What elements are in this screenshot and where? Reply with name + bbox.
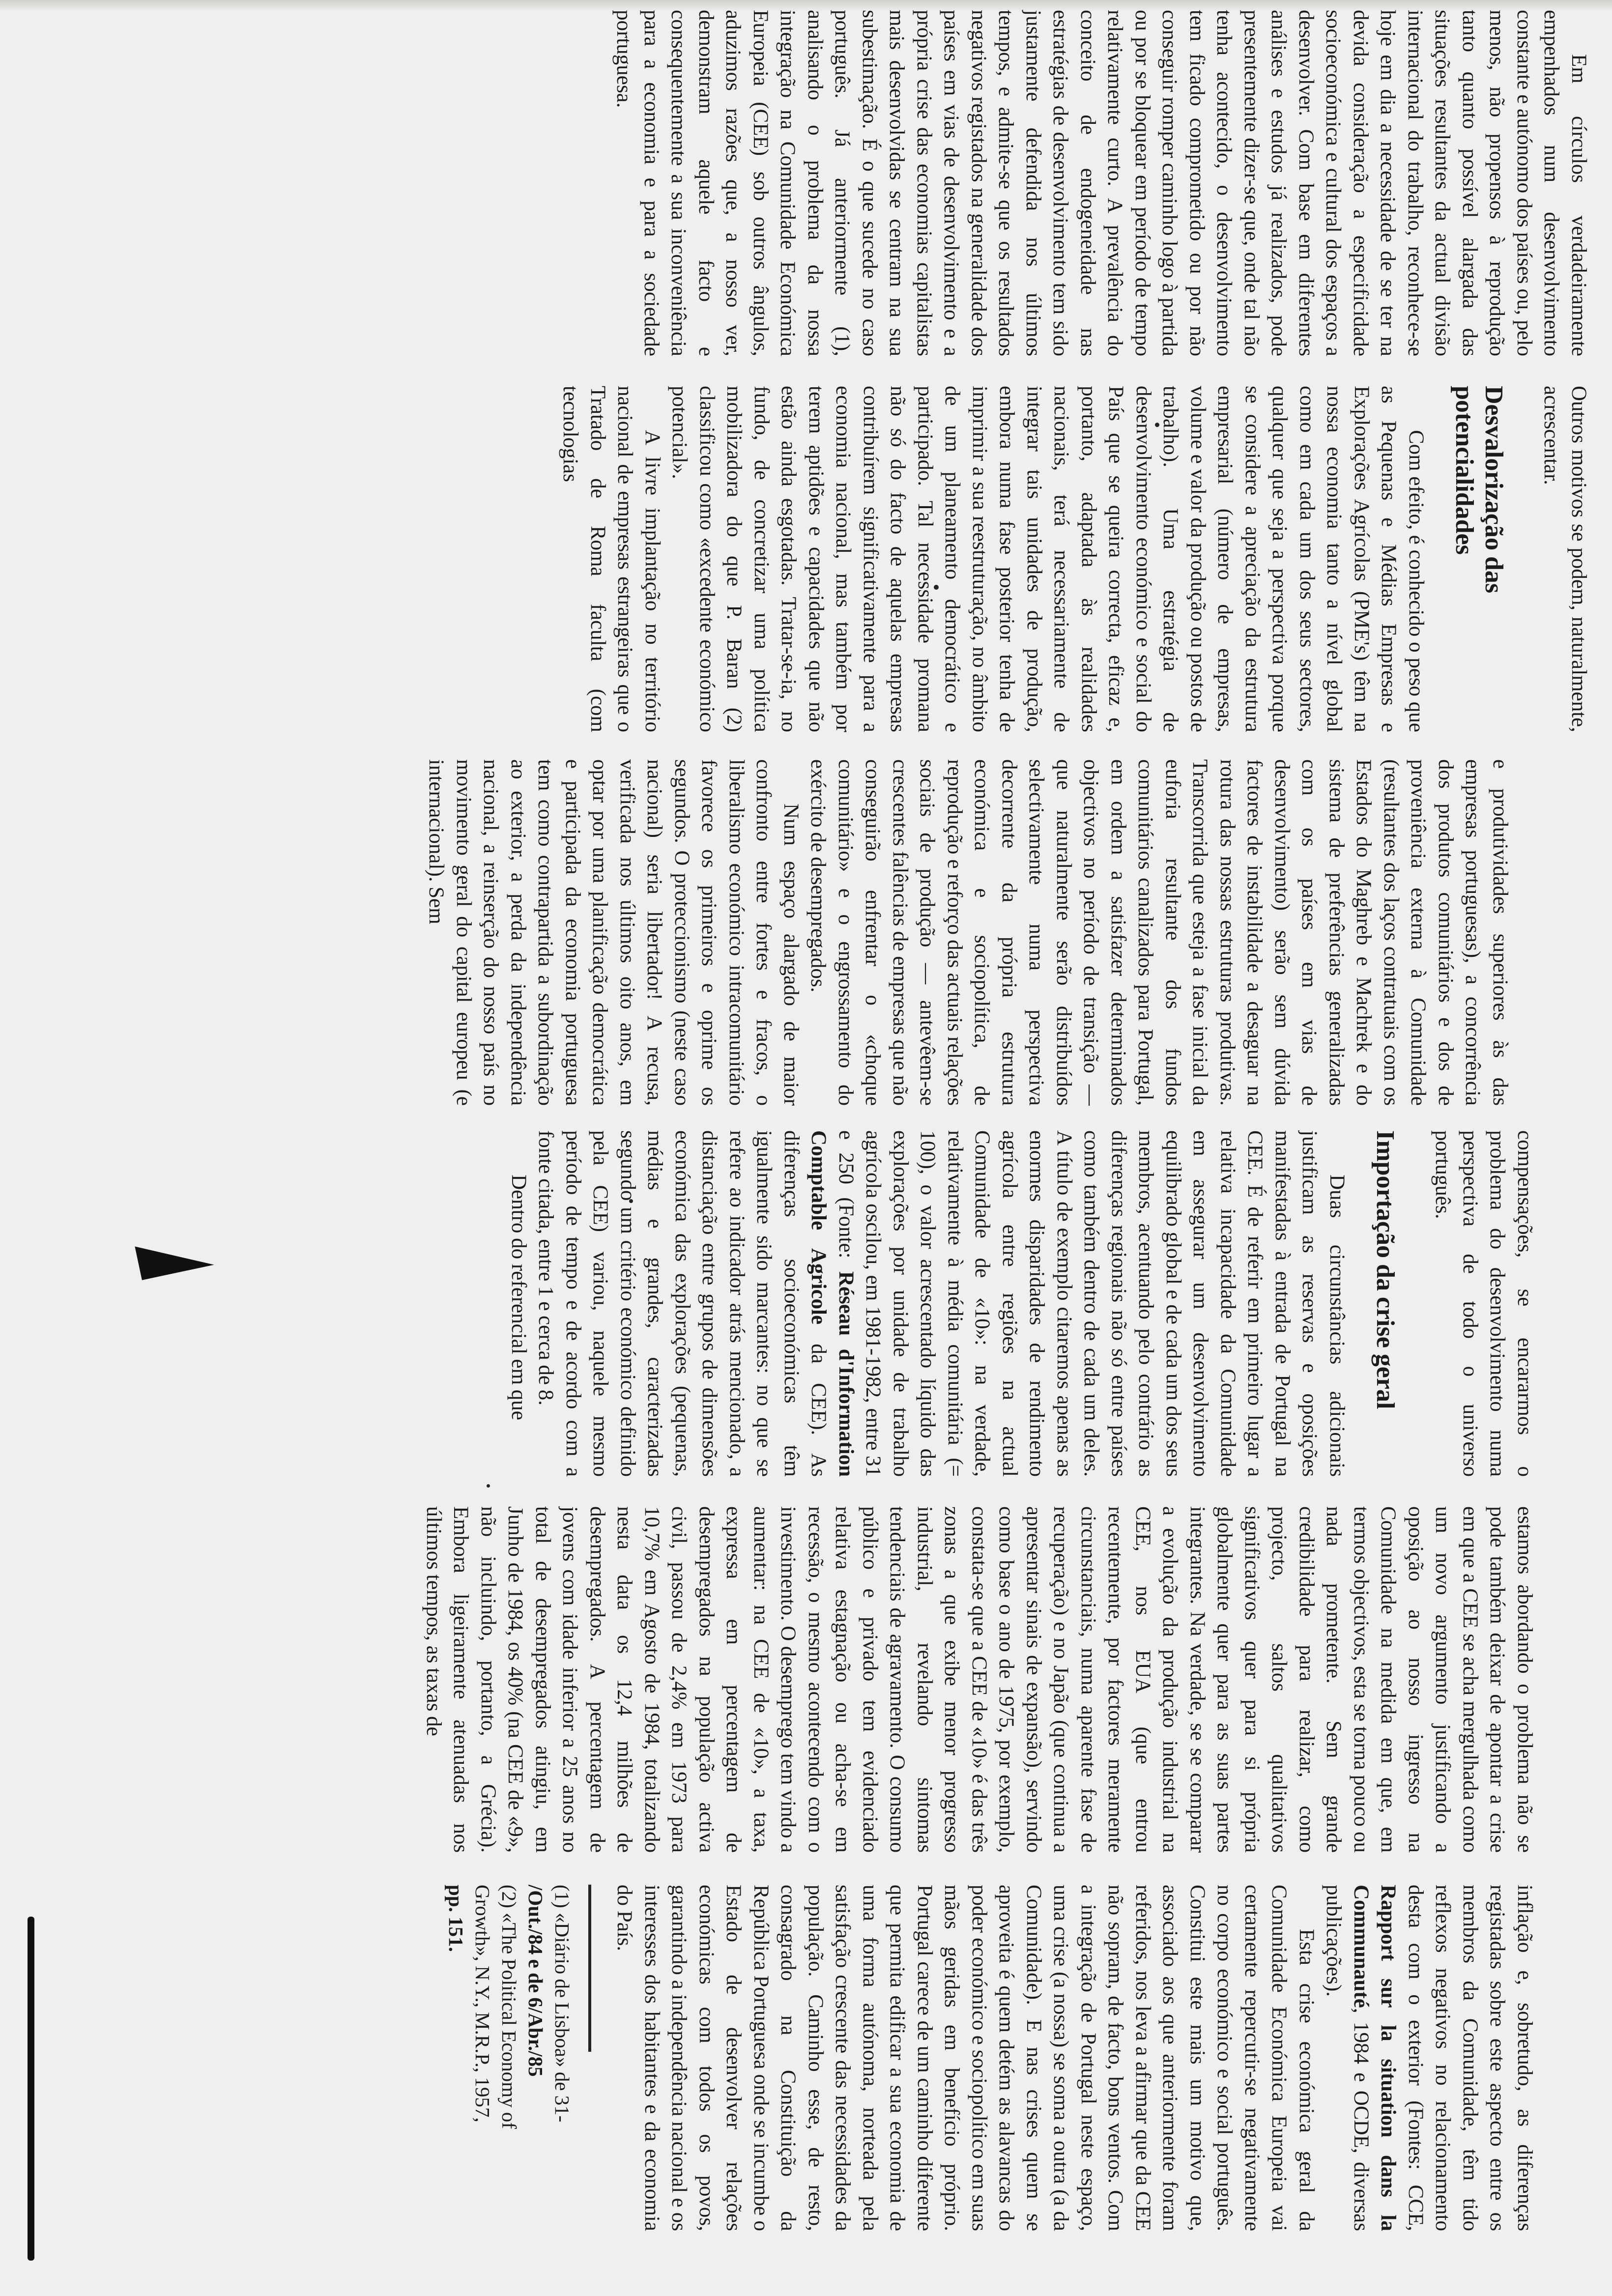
- column-3: [0, 759, 1612, 1106]
- paragraph: inflação e, sobretudo, as diferenças registadas sobre este aspecto entre os membros da Comunidade, têm tido reflexos negativos no relacionamento desta com o exterior (Fontes: CCE, Rapport sur la situation dans la Communauté, 1984 e OCDE, diversas publicações).: [1322, 1885, 1536, 2231]
- paragraph: A livre implantação no território nacional de empresas estrangeiras que o Tratado de Roma faculta (com tecnologias: [559, 386, 664, 732]
- footnote-1: (1) «Diário de Lisboa» de 31- /Out./84 e de 6/Abr./85: [524, 1885, 574, 2123]
- paragraph: Outros motivos se podem, naturalmente, acrescentar.: [1540, 386, 1590, 732]
- paragraph: Em círculos verdadeiramente empenhados num desenvolvimento constante e autónomo dos países ou, pelo menos, não propensos à reprodução tanto quanto possível alargada das situações resultantes da actual divisão internacional do trabalho, reconhece-se hoje em dia a necessidade de se ter na devida consideração a especificidade socioeconómica e cultural dos espaços a desenvolver. Com base em diferentes análises e estudos já realizados, pode presentemente dizer-se que, onde tal não tenha acontecido, o desenvolvimento tem ficado comprometido ou por não conseguir romper caminho logo à partida ou por se bloquear em período de tempo relativamente curto. A prevalência do conceito de endogeneidade nas estratégias de desenvolvimento tem sido justamente defendida nos últimos tempos, e admite-se que os resultados negativos registados na generalidade dos países em vias de desenvolvimento e a própria crise das economias capitalistas mais desenvolvidas se centram na sua subestimação. É o que sucede no caso português. Já anteriormente (1), analisando o problema da nossa integração na Comunidade Económica Europeia (CEE) sob outros ângulos, aduzimos razões que, a nosso ver, demonstram aquele facto e consequentemente a sua inconveniência para a economia e para a sociedade portuguesa.: [612, 10, 1590, 356]
- section-heading: Desvalorização das potencialidades: [1450, 386, 1508, 594]
- footnote-2: (2) «The Political Economy of Growth», N.Y., M.R.P., 1957, pp. 151.: [445, 1885, 520, 2129]
- paragraph: compensações, se encararmos o problema do desenvolvimento numa perspectiva de todo o universo português.: [1431, 1130, 1536, 1477]
- footnote-rule: [588, 1885, 591, 2052]
- paragraph: Num espaço alargado de maior confronto entre fortes e fracos, o liberalismo económico intracomunitário favorece os primeiros e oprime os segundos. O proteccionismo (neste caso nacional) seria libertador! A recusa, verificada nos últimos oito anos, em optar por uma planificação democrática e participada da economia portuguesa tem como contrapartida a subordinação ao exterior, a perda da independência nacional, a reinserção do nosso país no movimento geral do capital europeu (e internacional). Sem: [425, 759, 803, 1106]
- column-4: [0, 1130, 1612, 1477]
- column-1: [0, 10, 1612, 356]
- paragraph: Esta crise económica geral da Comunidade Económica Europeia vai certamente repercutir-se negativamente no corpo económico e social português. Constitui este mais um motivo que, associado aos que anteriormente foram referidos, nos leva a afirmar que da CEE não sopram, de facto, bons ventos. Com a integração de Portugal neste espaço, uma crise (a nossa) se soma a outra (a da Comunidade). E nas crises quem se aproveita é quem detém as alavancas do poder económico e sociopolítico em suas mãos geridas em benefício próprio. Portugal carece de um caminho diferente que permita edificar a sua economia de uma forma autónoma, norteada pela satisfação crescente das necessidades da população. Caminho esse, de resto, consagrado na Constituição da República Portuguesa onde se incumbe o Estado de desenvolver relações económicas com todos os povos, garantindo a independência nacional e os interesses dos habitantes e da economia do País.: [613, 1885, 1318, 2231]
- paragraph: Dentro do referencial em que: [507, 1175, 530, 1420]
- page-edge-bar: [28, 1917, 34, 2261]
- column-2: [0, 386, 1612, 732]
- bold-citation: Réseau d'Information Comptable Agricole: [807, 1130, 858, 1477]
- column-6: [0, 1885, 1612, 2231]
- bold-citation: Rapport sur la situation dans la Communauté: [1350, 1885, 1400, 2231]
- section-heading: Importação da crise geral: [1371, 1130, 1399, 1409]
- paragraph: e produtividades superiores às das empresas portuguesas), a concorrência dos produtos comunitários e dos de proveniência externa à Comunidade (resultantes dos laços contratuais com os Estados do Maghreb e Machrek e do sistema de preferências generalizadas com os países em vias de desenvolvimento) serão sem dúvida factores de instabilidade a desaguar na rotura das nossas estruturas produtivas. Transcorrida que esteja a fase inicial da euforia resultante dos fundos comunitários canalizados para Portugal, em ordem a satisfazer determinados objectivos no período de transição — que naturalmente serão distribuídos selectivamente numa perspectiva decorrente da própria estrutura económica e sociopolítica, de reprodução e reforço das actuais relações sociais de produção — antevêem-se crescentes falências de empresas que não conseguirão enfrentar o «choque comunitário» e o engrossamento do exército de desempregados.: [806, 759, 1512, 1106]
- paragraph: Com efeito, é conhecido o peso que as Pequenas e Médias Empresas e Explorações Agrícolas (PME's) têm na nossa economia tanto a nível global como em cada um dos seus sectores, qualquer que seja a perspectiva porque se considere a apreciação da estrutura empresarial (número de empresas, volume e valor da produção ou postos de trabalho). Uma estratégia de desenvolvimento económico e social do País que se queira correcta, eficaz e, portanto, adaptada às realidades nacionais, terá necessariamente de integrar tais unidades de produção, embora numa fase posterior tenha de imprimir a sua reestruturação, no âmbito de um planeamento democrático e participado. Tal necessidade promana não só do facto de aquelas empresas contribuírem significativamente para a economia nacional, mas também por terem aptidões e capacidades que não estão ainda esgotadas. Tratar-se-ia, no fundo, de concretizar uma política mobilizadora do que P. Baran (2) classificou como «excedente económico potencial».: [668, 386, 1428, 732]
- paragraph: Duas circunstâncias adicionais justificam as reservas e oposições manifestadas à entrada de Portugal na CEE. É de referir em primeiro lugar a relativa incapacidade da Comunidade em assegurar um desenvolvimento equilibrado global e de cada um dos seus membros, acentuando pelo contrário as diferenças regionais não só entre países como também dentro de cada um deles. A título de exemplo citaremos apenas as enormes disparidades de rendimento agrícola entre regiões na actual Comunidade de «10»: na verdade, relativamente à média comunitária (= 100), o valor acrescentado líquido das explorações por unidade de trabalho agrícola oscilou, em 1981-1982, entre 31 e 250 (Fonte: Réseau d'Information Comptable Agricole da CEE). As diferenças socioeconómicas têm igualmente sido marcantes: no que se refere ao indicador atrás mencionado, a distanciação entre grupos de dimensões económica das explorações (pequenas, médias e grandes, caracterizadas segundo um critério económico definido pela CEE) variou, naquele mesmo período de tempo e de acordo com a fonte citada, entre 1 e cerca de 8.: [534, 1130, 1349, 1477]
- paragraph: estamos abordando o problema não se pode também deixar de apontar a crise em que a CEE se acha mergulhada como um novo argumento justificando a oposição ao nosso ingresso na Comunidade na medida em que, em termos objectivos, esta se torna pouco ou nada prometente. Sem grande credibilidade para realizar, como projecto, saltos qualitativos significativos quer para si própria globalmente quer para as suas partes integrantes. Na verdade, se se comparar a evolução da produção industrial na CEE, nos EUA (que entrou recentemente, por factores meramente circunstanciais, numa aparente fase de recuperação) e no Japão (que continua a apresentar sinais de expansão), servindo como base o ano de 1975, por exemplo, constata-se que a CEE de «10» é das três zonas a que exibe menor progresso industrial, revelando sintomas tendenciais de agravamento. O consumo público e privado tem evidenciado relativa estagnação ou acha-se em recessão, o mesmo acontecendo com o investimento. O desemprego tem vindo a aumentar: na CEE de «10», a taxa, expressa em percentagem de desempregados na população activa civil, passou de 2,4% em 1973 para 10,7% em Agosto de 1984, totalizando nesta data os 12,4 milhões de desempregados. A percentagem de jovens com idade inferior a 25 anos no total de desempregados atingiu, em Junho de 1984, os 40% (na CEE de «9», não incluindo, portanto, a Grécia). Embora ligeiramente atenuadas nos últimos tempos, as taxas de: [422, 1506, 1536, 1853]
- column-5: [0, 1506, 1612, 1853]
